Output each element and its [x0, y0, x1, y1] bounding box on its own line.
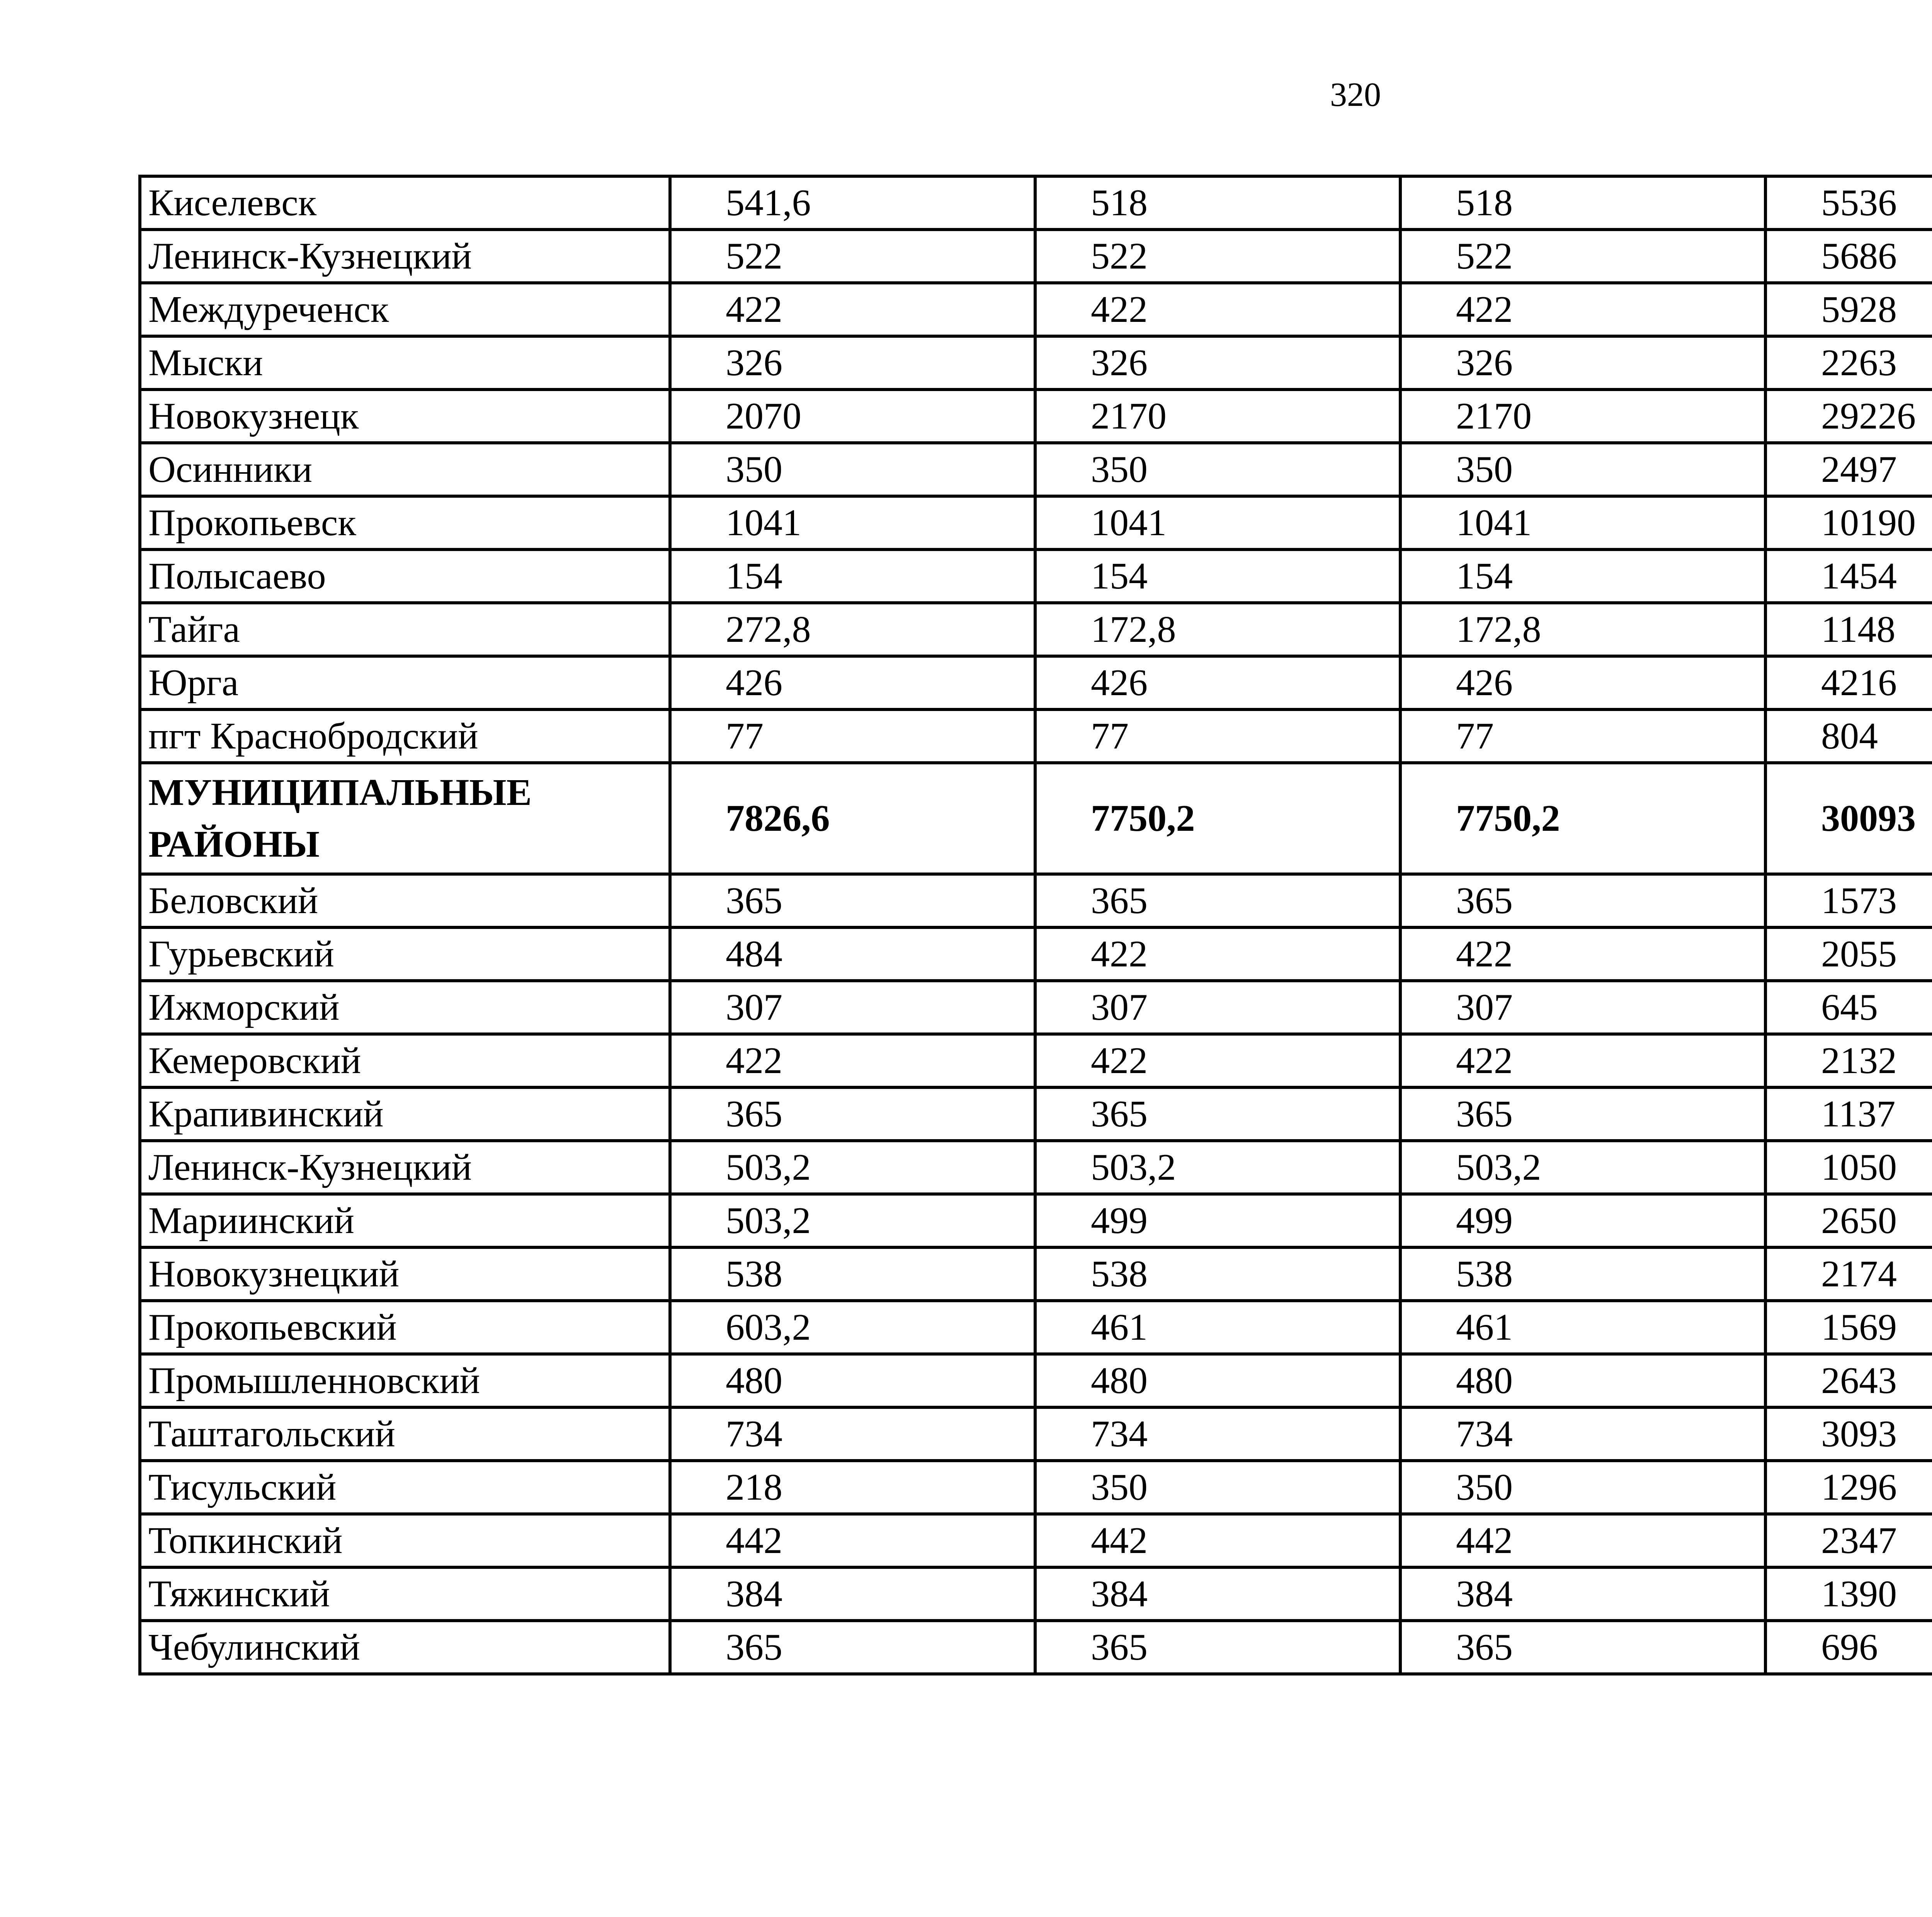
- value-cell-col-4: 5686: [1765, 230, 1932, 283]
- value-cell-col-3: 503,2: [1400, 1141, 1765, 1194]
- value-cell-col-1: 2070: [670, 390, 1035, 443]
- value-cell-col-1: 365: [670, 1621, 1035, 1674]
- value-cell-col-4: 2347: [1765, 1514, 1932, 1567]
- value-cell-col-2: 522: [1035, 230, 1400, 283]
- value-cell-col-1: 365: [670, 1087, 1035, 1141]
- table-row: [140, 390, 1932, 443]
- value-cell-col-2: 307: [1035, 981, 1400, 1034]
- value-cell-col-2: 518: [1035, 176, 1400, 230]
- value-cell-col-3: 499: [1400, 1194, 1765, 1247]
- value-cell-col-4: 1148: [1765, 603, 1932, 656]
- value-cell-col-4: 29226: [1765, 390, 1932, 443]
- value-cell-col-3: 77: [1400, 709, 1765, 763]
- row-name-cell: Мариинский: [140, 1194, 670, 1247]
- value-cell-col-3: 422: [1400, 1034, 1765, 1087]
- value-cell-col-4: 10190: [1765, 496, 1932, 549]
- table-row: [140, 1621, 1932, 1674]
- value-cell-col-3: 1041: [1400, 496, 1765, 549]
- row-name-cell: пгт Краснобродский: [140, 709, 670, 763]
- value-cell-col-2: 77: [1035, 709, 1400, 763]
- table-row: [140, 603, 1932, 656]
- table-row: [140, 874, 1932, 927]
- row-name-cell: Тяжинский: [140, 1567, 670, 1621]
- value-cell-col-3: 7750,2: [1400, 763, 1765, 874]
- value-cell-col-1: 422: [670, 1034, 1035, 1087]
- table-row: [140, 1514, 1932, 1567]
- table-row: [140, 1194, 1932, 1247]
- value-cell-col-4: 30093: [1765, 763, 1932, 874]
- table-row: [140, 549, 1932, 603]
- value-cell-col-4: 2132: [1765, 1034, 1932, 1087]
- table-row: [140, 1354, 1932, 1407]
- value-cell-col-1: 218: [670, 1461, 1035, 1514]
- value-cell-col-3: 365: [1400, 1087, 1765, 1141]
- row-name-cell: Ленинск-Кузнецкий: [140, 1141, 670, 1194]
- row-name-cell: Юрга: [140, 656, 670, 709]
- table-row: [140, 981, 1932, 1034]
- value-cell-col-2: 7750,2: [1035, 763, 1400, 874]
- value-cell-col-3: 426: [1400, 656, 1765, 709]
- data-table: [138, 175, 1932, 1675]
- value-cell-col-2: 154: [1035, 549, 1400, 603]
- value-cell-col-2: 442: [1035, 1514, 1400, 1567]
- value-cell-col-1: 541,6: [670, 176, 1035, 230]
- page-number: 320: [1330, 76, 1381, 114]
- value-cell-col-3: 2170: [1400, 390, 1765, 443]
- value-cell-col-2: 2170: [1035, 390, 1400, 443]
- value-cell-col-3: 442: [1400, 1514, 1765, 1567]
- table-row: [140, 709, 1932, 763]
- value-cell-col-1: 603,2: [670, 1301, 1035, 1354]
- value-cell-col-4: 1137: [1765, 1087, 1932, 1141]
- value-cell-col-1: 480: [670, 1354, 1035, 1407]
- row-name-cell: Кемеровский: [140, 1034, 670, 1087]
- value-cell-col-1: 484: [670, 927, 1035, 981]
- table-row: [140, 336, 1932, 390]
- row-name-cell: Беловский: [140, 874, 670, 927]
- value-cell-col-3: 307: [1400, 981, 1765, 1034]
- value-cell-col-1: 426: [670, 656, 1035, 709]
- table-row: [140, 283, 1932, 336]
- value-cell-col-1: 522: [670, 230, 1035, 283]
- value-cell-col-4: 2650: [1765, 1194, 1932, 1247]
- value-cell-col-3: 734: [1400, 1407, 1765, 1461]
- value-cell-col-3: 422: [1400, 283, 1765, 336]
- value-cell-col-2: 350: [1035, 443, 1400, 496]
- row-name-cell: Прокопьевск: [140, 496, 670, 549]
- table-row: [140, 496, 1932, 549]
- value-cell-col-2: 365: [1035, 874, 1400, 927]
- row-name-cell: Новокузнецкий: [140, 1247, 670, 1301]
- value-cell-col-4: 3093: [1765, 1407, 1932, 1461]
- value-cell-col-1: 77: [670, 709, 1035, 763]
- row-name-cell: Ленинск-Кузнецкий: [140, 230, 670, 283]
- table-row: [140, 656, 1932, 709]
- value-cell-col-1: 384: [670, 1567, 1035, 1621]
- value-cell-col-3: 538: [1400, 1247, 1765, 1301]
- row-name-cell: Топкинский: [140, 1514, 670, 1567]
- value-cell-col-1: 734: [670, 1407, 1035, 1461]
- value-cell-col-3: 365: [1400, 874, 1765, 927]
- value-cell-col-3: 172,8: [1400, 603, 1765, 656]
- value-cell-col-3: 480: [1400, 1354, 1765, 1407]
- value-cell-col-2: 1041: [1035, 496, 1400, 549]
- value-cell-col-2: 426: [1035, 656, 1400, 709]
- value-cell-col-4: 2055: [1765, 927, 1932, 981]
- value-cell-col-4: 5536: [1765, 176, 1932, 230]
- table-row: [140, 1407, 1932, 1461]
- value-cell-col-2: 538: [1035, 1247, 1400, 1301]
- table-row: [140, 1461, 1932, 1514]
- value-cell-col-2: 422: [1035, 927, 1400, 981]
- value-cell-col-3: 518: [1400, 176, 1765, 230]
- row-name-cell: Таштагольский: [140, 1407, 670, 1461]
- value-cell-col-2: 350: [1035, 1461, 1400, 1514]
- value-cell-col-4: 1050: [1765, 1141, 1932, 1194]
- row-name-cell: Прокопьевский: [140, 1301, 670, 1354]
- row-name-cell: Междуреченск: [140, 283, 670, 336]
- value-cell-col-4: 2497: [1765, 443, 1932, 496]
- value-cell-col-1: 272,8: [670, 603, 1035, 656]
- value-cell-col-1: 154: [670, 549, 1035, 603]
- value-cell-col-3: 461: [1400, 1301, 1765, 1354]
- value-cell-col-1: 350: [670, 443, 1035, 496]
- value-cell-col-1: 422: [670, 283, 1035, 336]
- value-cell-col-4: 5928: [1765, 283, 1932, 336]
- value-cell-col-2: 326: [1035, 336, 1400, 390]
- row-name-cell: Тисульский: [140, 1461, 670, 1514]
- value-cell-col-3: 365: [1400, 1621, 1765, 1674]
- value-cell-col-4: 804: [1765, 709, 1932, 763]
- value-cell-col-3: 350: [1400, 443, 1765, 496]
- table-row: [140, 1087, 1932, 1141]
- table-row: [140, 1247, 1932, 1301]
- value-cell-col-2: 422: [1035, 1034, 1400, 1087]
- table-row: [140, 443, 1932, 496]
- value-cell-col-1: 326: [670, 336, 1035, 390]
- value-cell-col-4: 1569: [1765, 1301, 1932, 1354]
- value-cell-col-2: 172,8: [1035, 603, 1400, 656]
- value-cell-col-2: 734: [1035, 1407, 1400, 1461]
- value-cell-col-2: 384: [1035, 1567, 1400, 1621]
- value-cell-col-1: 1041: [670, 496, 1035, 549]
- table-row: [140, 1034, 1932, 1087]
- value-cell-col-1: 365: [670, 874, 1035, 927]
- value-cell-col-2: 503,2: [1035, 1141, 1400, 1194]
- value-cell-col-2: 422: [1035, 283, 1400, 336]
- row-name-cell: МУНИЦИПАЛЬНЫЕ РАЙОНЫ: [140, 763, 670, 874]
- value-cell-col-3: 326: [1400, 336, 1765, 390]
- row-name-cell: Полысаево: [140, 549, 670, 603]
- value-cell-col-2: 365: [1035, 1087, 1400, 1141]
- value-cell-col-3: 422: [1400, 927, 1765, 981]
- table-row: [140, 927, 1932, 981]
- value-cell-col-1: 503,2: [670, 1194, 1035, 1247]
- value-cell-col-3: 522: [1400, 230, 1765, 283]
- value-cell-col-4: 4216: [1765, 656, 1932, 709]
- value-cell-col-2: 499: [1035, 1194, 1400, 1247]
- value-cell-col-2: 365: [1035, 1621, 1400, 1674]
- value-cell-col-4: 645: [1765, 981, 1932, 1034]
- table-row: [140, 230, 1932, 283]
- value-cell-col-1: 307: [670, 981, 1035, 1034]
- value-cell-col-4: 2643: [1765, 1354, 1932, 1407]
- value-cell-col-1: 442: [670, 1514, 1035, 1567]
- row-name-cell: Тайга: [140, 603, 670, 656]
- value-cell-col-1: 503,2: [670, 1141, 1035, 1194]
- row-name-cell: Осинники: [140, 443, 670, 496]
- value-cell-col-4: 2174: [1765, 1247, 1932, 1301]
- value-cell-col-1: 7826,6: [670, 763, 1035, 874]
- row-name-cell: Новокузнецк: [140, 390, 670, 443]
- value-cell-col-3: 384: [1400, 1567, 1765, 1621]
- row-name-cell: Киселевск: [140, 176, 670, 230]
- row-name-cell: Мыски: [140, 336, 670, 390]
- value-cell-col-4: 1390: [1765, 1567, 1932, 1621]
- table-row: [140, 176, 1932, 230]
- value-cell-col-3: 350: [1400, 1461, 1765, 1514]
- row-name-cell: Гурьевский: [140, 927, 670, 981]
- value-cell-col-3: 154: [1400, 549, 1765, 603]
- value-cell-col-2: 461: [1035, 1301, 1400, 1354]
- value-cell-col-4: 1573: [1765, 874, 1932, 927]
- table-row: [140, 1301, 1932, 1354]
- value-cell-col-4: 1296: [1765, 1461, 1932, 1514]
- value-cell-col-4: 1454: [1765, 549, 1932, 603]
- value-cell-col-1: 538: [670, 1247, 1035, 1301]
- value-cell-col-2: 480: [1035, 1354, 1400, 1407]
- value-cell-col-4: 2263: [1765, 336, 1932, 390]
- table-row: [140, 1141, 1932, 1194]
- row-name-cell: Крапивинский: [140, 1087, 670, 1141]
- row-name-cell: Промышленновский: [140, 1354, 670, 1407]
- table-row: [140, 1567, 1932, 1621]
- value-cell-col-4: 696: [1765, 1621, 1932, 1674]
- row-name-cell: Ижморский: [140, 981, 670, 1034]
- row-name-cell: Чебулинский: [140, 1621, 670, 1674]
- section-row: [140, 763, 1932, 874]
